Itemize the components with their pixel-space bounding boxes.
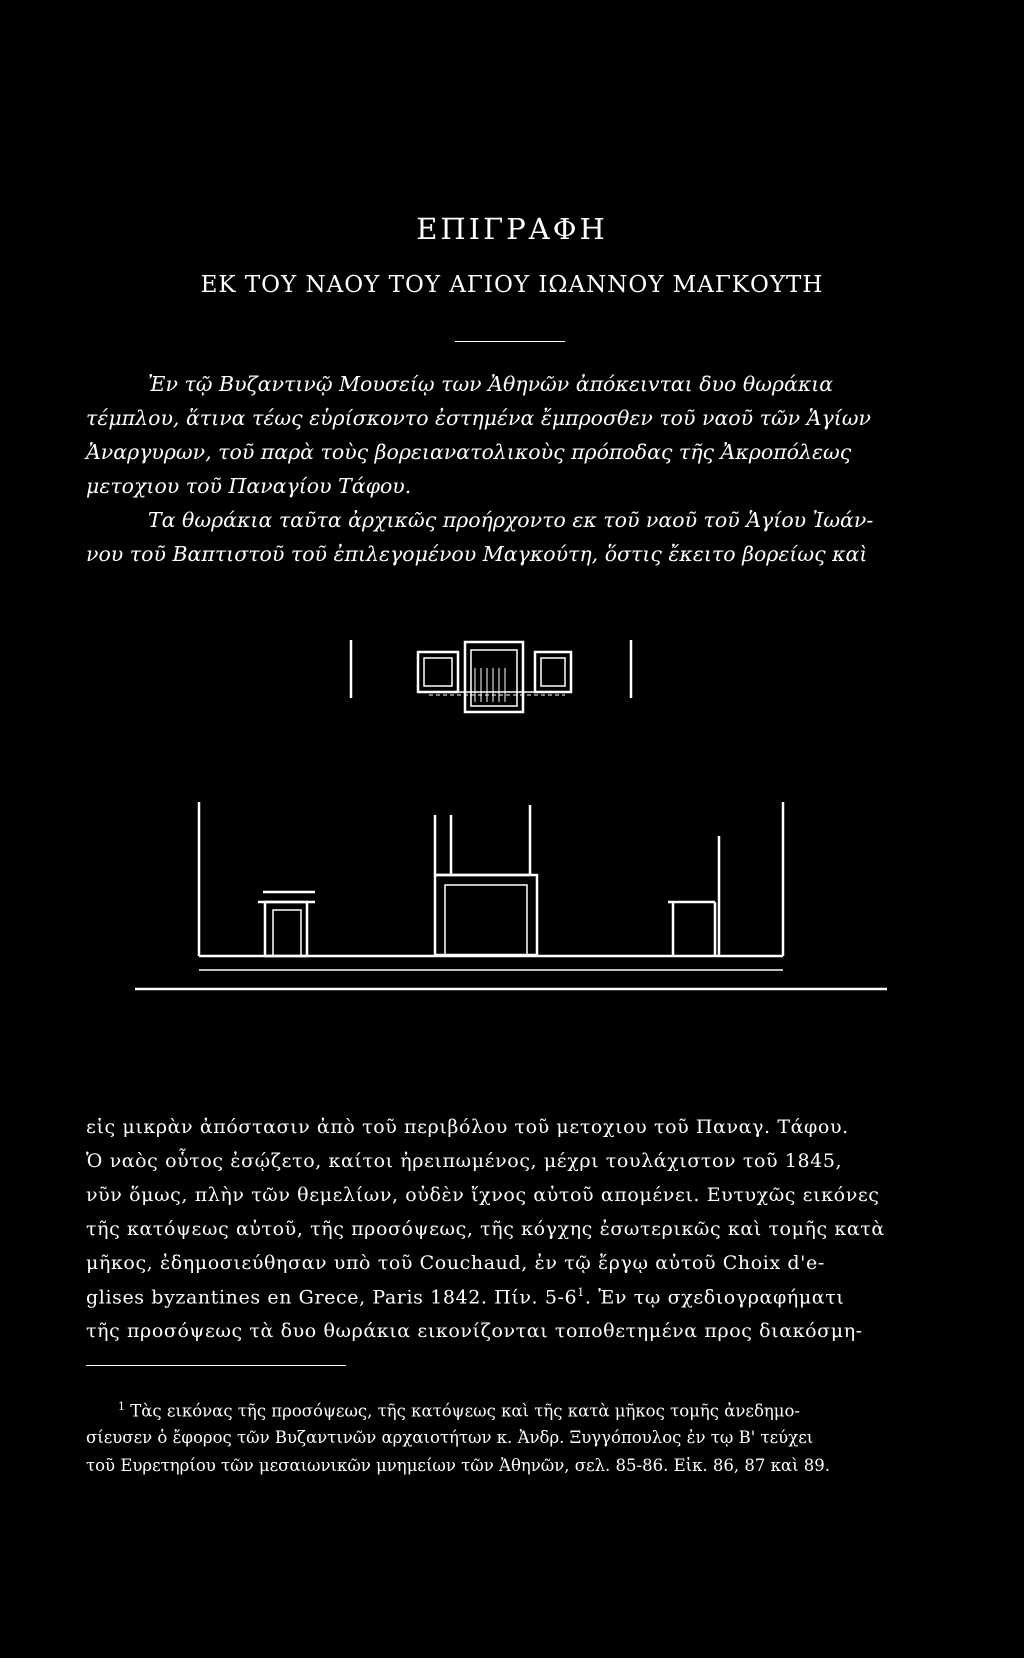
intro-line-3: Ἀναργυρων, τοῦ παρὰ τοὺς βορειανατολικοὺς πρόποδας τῆς Ἀκροπόλεως <box>86 440 852 464</box>
footnote-line-1 <box>118 1400 800 1421</box>
body-line-6-tail: . Ἐν τῳ σχεδιογραφήματι <box>584 1286 845 1309</box>
intro-line-6: νου τοῦ Βαπτιστοῦ τοῦ ἐπιλεγομένου Μαγκούτη, ὅστις ἔκειτο βορείως καὶ <box>86 542 868 566</box>
title-divider <box>455 341 565 342</box>
body-line-3: νῦν ὅμως, πλὴν τῶν θεμελίων, οὐδὲν ἴχνος αὐτοῦ απομένει. Ευτυχῶς εικόνες <box>86 1184 880 1206</box>
footnote-marker: 1 <box>118 1400 125 1413</box>
body-line-5: μῆκος, ἐδημοσιεύθησαν υπὸ τοῦ Couchaud, ἐν τῷ ἔργῳ αὐτοῦ Choix d'e- <box>86 1252 825 1274</box>
intro-line-5: Τα θωράκια ταῦτα ἀρχικῶς προήρχοντο εκ τοῦ ναοῦ τοῦ Ἁγίου Ἰωάν- <box>148 508 874 532</box>
footnote-line-3: τοῦ Ευρετηρίου τῶν μεσαιωνικῶν μνημείων τῶν Ἀθηνῶν, σελ. 85-86. Εἰκ. 86, 87 καὶ 89. <box>86 1456 831 1475</box>
footnote-reference[interactable]: 1 <box>577 1286 585 1299</box>
footnote-divider <box>86 1365 346 1366</box>
body-line-1: εἰς μικρὰν ἀπόστασιν ἀπὸ τοῦ περιβόλου τοῦ μετοχιου τοῦ Παναγ. Τάφου. <box>86 1116 849 1138</box>
body-line-2: Ὁ ναὸς οὗτος ἐσῴζετο, καίτοι ἠρειπωμένος, μέχρι τουλάχιστον τοῦ 1845, <box>86 1150 843 1172</box>
footnote-line-2: σίευσεν ὁ ἔφορος τῶν Βυζαντινῶν αρχαιοτήτων κ. Ἀνδρ. Ξυγγόπουλος ἐν τῳ Β' τεύχει <box>86 1428 814 1447</box>
templon-upper <box>351 640 631 712</box>
body-line-7: τῆς προσόψεως τὰ δυο θωράκια εικονίζονται τοποθετημένα προς διακόσμη- <box>86 1320 863 1342</box>
body-line-4: τῆς κατόψεως αὐτοῦ, τῆς προσόψεως, τῆς κόγχης ἐσωτερικῶς καὶ τομῆς κατὰ <box>86 1218 885 1240</box>
body-line-6-text: glises byzantines en Grece, Paris 1842. Πίν. 5-6 <box>86 1286 578 1309</box>
intro-line-2: τέμπλου, ἅτινα τέως εὑρίσκοντο ἐστημένα ἔμπροσθεν τοῦ ναοῦ τῶν Ἁγίων <box>86 406 871 430</box>
church-facade-drawing <box>135 640 887 1060</box>
footnote-line-1-text: Τὰς εικόνας τῆς προσόψεως, τῆς κατόψεως καὶ τῆς κατὰ μῆκος τομῆς ἀνεδημο- <box>130 1401 801 1421</box>
facade-lower <box>135 802 887 989</box>
body-line-6 <box>86 1286 844 1308</box>
page-subtitle: ΕΚ ΤΟΥ ΝΑΟΥ ΤΟΥ ΑΓΙΟΥ ΙΩΑΝΝΟΥ ΜΑΓΚΟΥΤΗ <box>200 272 824 298</box>
intro-line-1: Ἐν τῷ Βυζαντινῷ Μουσείῳ των Ἀθηνῶν ἀπόκειvται δυο θωράκια <box>148 372 834 396</box>
intro-line-4: μετοχιου τοῦ Παναγίου Τάφου. <box>86 474 412 498</box>
page-title: ΕΠΙΓΡΑΦΗ <box>416 212 608 246</box>
